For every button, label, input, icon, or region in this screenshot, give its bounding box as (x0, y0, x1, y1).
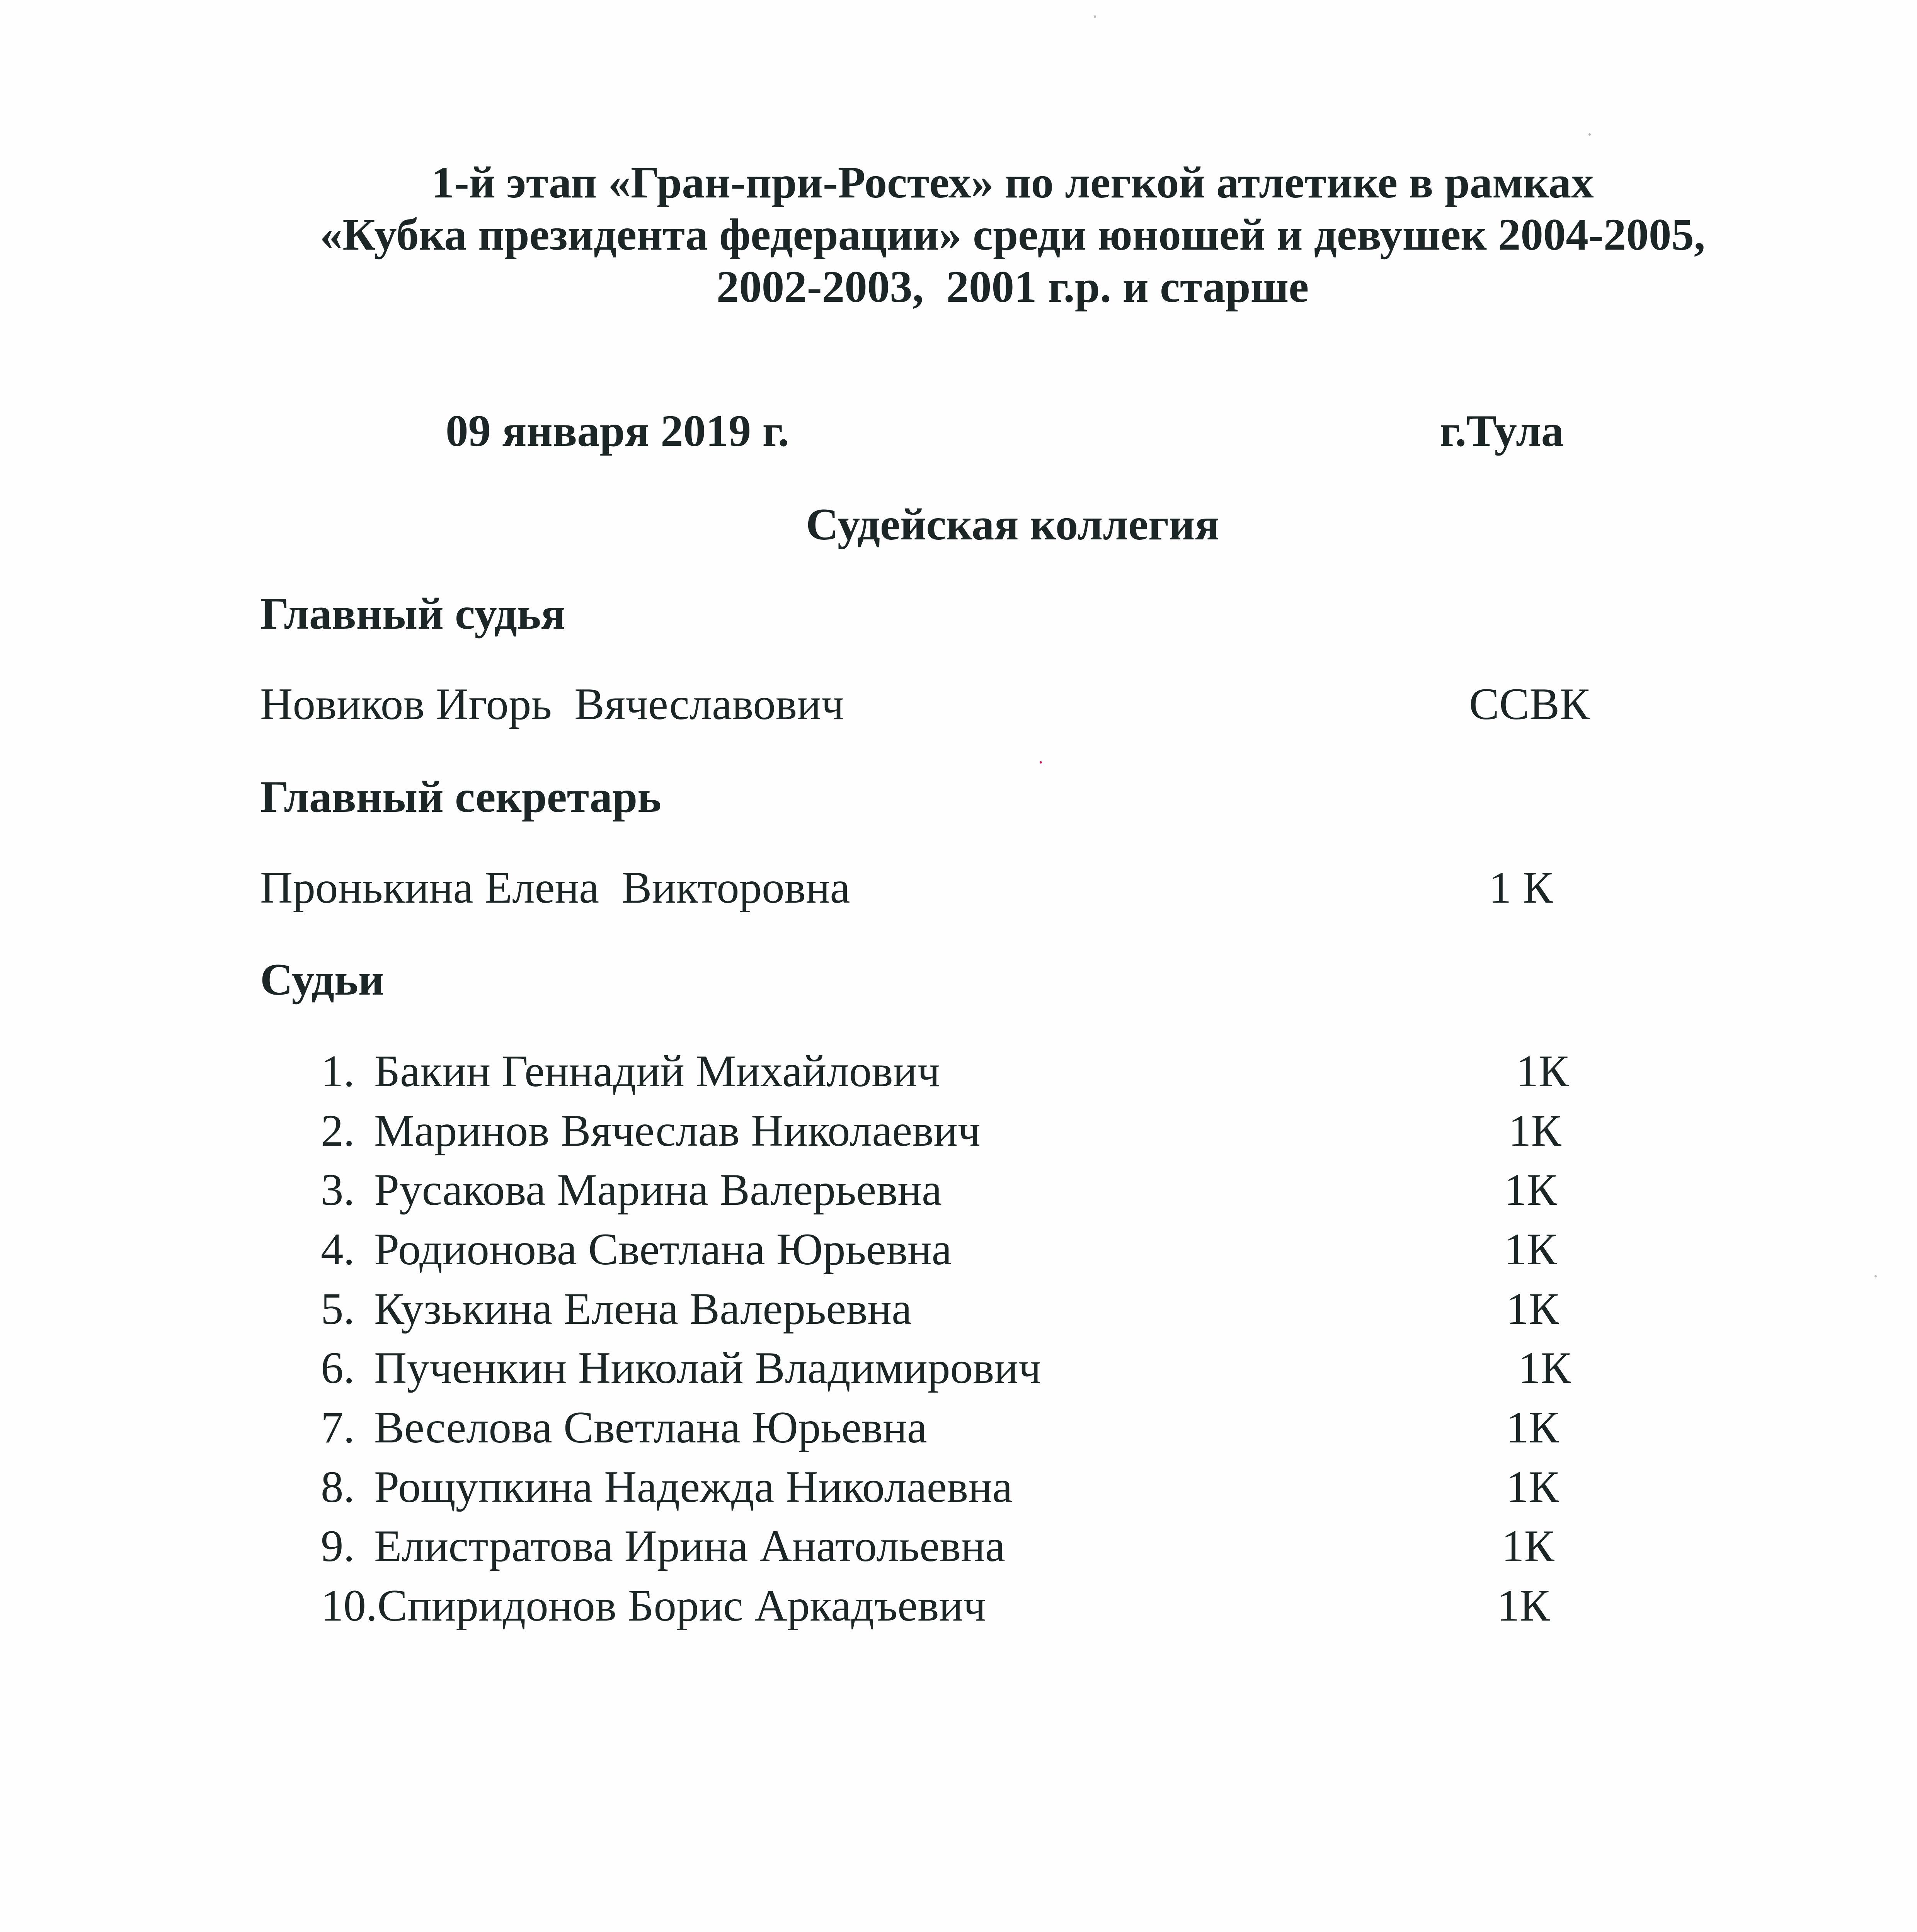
judge-category: 1К (1502, 1521, 1554, 1571)
judge-number: 5. (321, 1284, 355, 1334)
judge-name: Кузькина Елена Валерьевна (374, 1284, 912, 1334)
judge-number: 6. (321, 1343, 355, 1393)
chief-judge-heading: Главный судья (260, 589, 565, 639)
judge-row (321, 1046, 940, 1096)
judge-name: Маринов Вячеслав Николаевич (374, 1106, 981, 1156)
chief-judge-name: Новиков Игорь Вячеславович (260, 679, 844, 729)
chief-secretary-heading: Главный секретарь (260, 772, 662, 822)
judge-row (321, 1521, 1005, 1571)
scan-speck (1040, 761, 1042, 764)
title-line-1: 1-й этап «Гран-при-Ростех» по легкой атлетике в рамках (431, 158, 1594, 207)
judges-heading: Судьи (260, 955, 385, 1005)
judge-number: 3. (321, 1165, 355, 1215)
judge-row (321, 1286, 912, 1332)
judge-row (321, 1227, 952, 1272)
judge-name: Рощупкина Надежда Николаевна (374, 1462, 1013, 1512)
judge-number: 9. (321, 1521, 355, 1571)
judge-name: Спиридонов Борис Аркадъевич (377, 1581, 986, 1631)
title-line-3: 2002-2003, 2001 г.р. и старше (716, 262, 1309, 312)
judge-name: Елистратова Ирина Анатольевна (374, 1521, 1005, 1571)
judge-row (321, 1405, 927, 1450)
judge-category: 1К (1516, 1046, 1569, 1096)
judge-number: 7. (321, 1403, 355, 1452)
judge-category: 1К (1506, 1462, 1559, 1512)
judge-category: 1К (1508, 1106, 1561, 1156)
judge-name: Родионова Светлана Юрьевна (374, 1225, 952, 1274)
chief-secretary-name: Пронькина Елена Викторовна (260, 863, 850, 913)
judge-category: 1К (1506, 1284, 1559, 1334)
chief-judge-category: ССВК (1469, 679, 1590, 729)
judge-row (321, 1581, 986, 1631)
judge-row (321, 1167, 942, 1213)
event-city: г.Тула (1440, 406, 1564, 456)
judge-row (321, 1464, 1013, 1510)
panel-heading: Судейская коллегия (806, 500, 1219, 549)
judge-row (321, 1345, 1041, 1391)
judge-number: 8. (321, 1462, 355, 1512)
judge-number: 2. (321, 1106, 355, 1156)
judge-name: Русакова Марина Валерьевна (374, 1165, 942, 1215)
judge-category: 1К (1506, 1403, 1559, 1452)
judge-name: Бакин Геннадий Михайлович (374, 1046, 940, 1096)
title-line-2: «Кубка президента федерации» среди юношей и девушек 2004-2005, (320, 210, 1706, 260)
chief-secretary-category: 1 К (1489, 863, 1553, 913)
judge-name: Пученкин Николай Владимирович (374, 1343, 1041, 1393)
judge-category: 1К (1504, 1225, 1557, 1274)
scan-speck (1874, 1275, 1877, 1277)
judge-name: Веселова Светлана Юрьевна (374, 1403, 927, 1452)
judge-number: 1. (321, 1046, 355, 1096)
scan-speck (1588, 133, 1591, 136)
judge-number: 10. (321, 1581, 378, 1631)
judge-row (321, 1106, 981, 1156)
judge-category: 1К (1504, 1165, 1557, 1215)
judge-category: 1К (1497, 1581, 1550, 1631)
judge-number: 4. (321, 1225, 355, 1274)
judge-category: 1К (1518, 1343, 1571, 1393)
event-date: 09 января 2019 г. (446, 406, 789, 456)
scan-speck (1094, 15, 1096, 18)
